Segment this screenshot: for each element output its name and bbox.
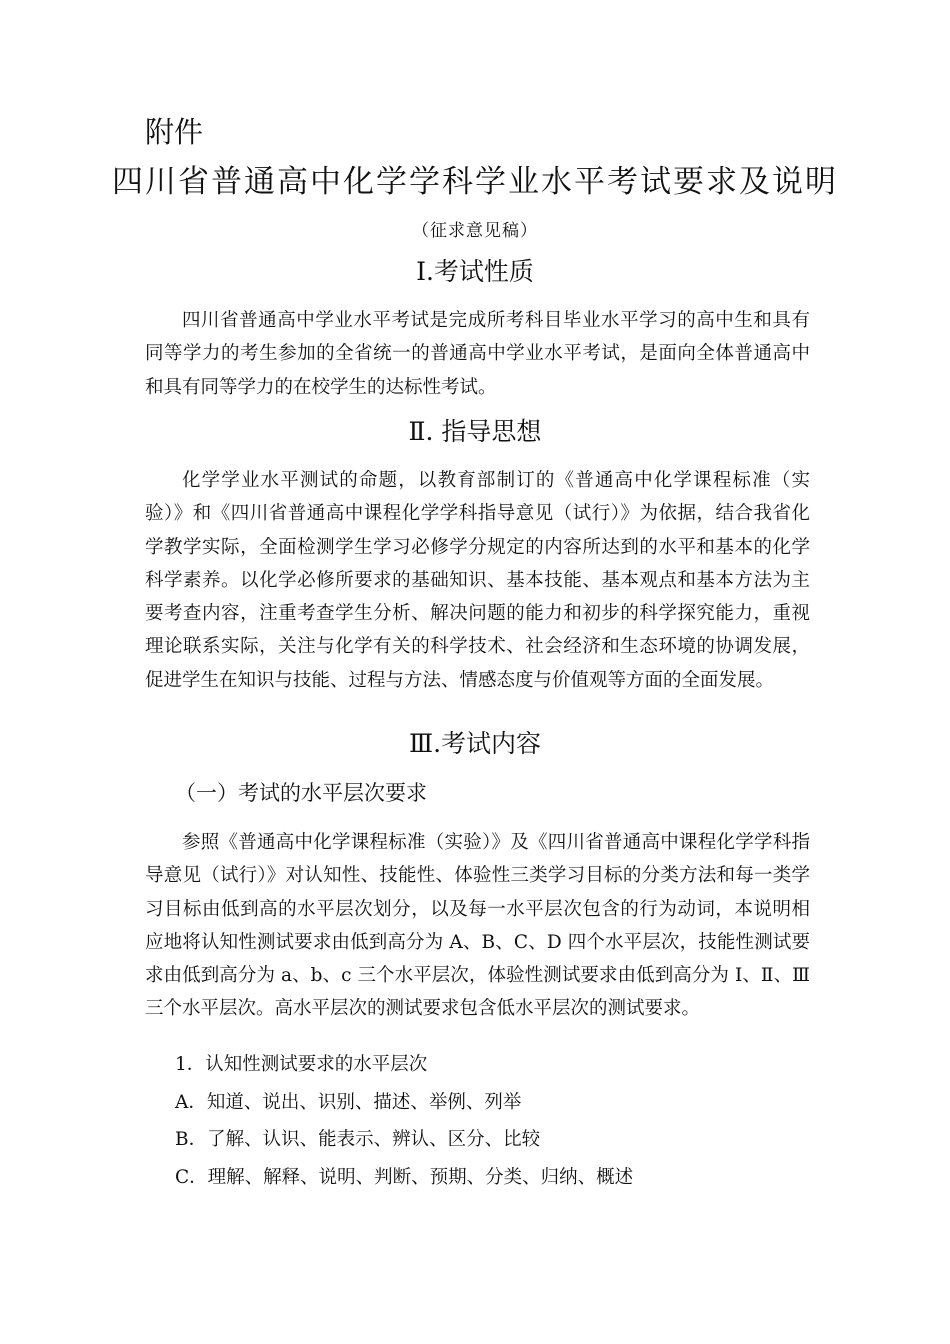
list-item: B．了解、认识、能表示、辨认、区分、比较: [175, 1129, 541, 1150]
section-1-paragraph: 四川省普通高中学业水平考试是完成所考科目毕业水平学习的高中生和具有同等学力的考生参加的全省统一的普通高中学业水平考试，是面向全体普通高中和具有同等学力的在校学生的达标性考试。: [145, 310, 810, 398]
section-1-heading: Ⅰ.考试性质: [416, 257, 534, 286]
list-item: 1．认知性测试要求的水平层次: [175, 1054, 428, 1075]
section-3-subheading: （一）考试的水平层次要求: [175, 781, 427, 805]
list-item: A．知道、说出、识别、描述、举例、列举: [175, 1092, 522, 1113]
section-2-heading: Ⅱ. 指导思想: [408, 417, 542, 446]
section-2-paragraph: 化学学业水平测试的命题，以教育部制订的《普通高中化学课程标准（实验）》和《四川省普通高中课程化学学科指导意见（试行）》为依据，结合我省化学教学实际，全面检测学生学习必修学分规定的内容所达到的水平和基本的化学科学素养。以化学必修所要求的基础知识、基本技能、基本观点和基本方法为主要考查内容，注重考查学生分析、解决问题的能力和初步的科学探究能力，重视理论联系实际，关注与化学有关的科学技术、社会经济和生态环境的协调发展，促进学生在知识与技能、过程与方法、情感态度与价值观等方面的全面发展。: [145, 470, 810, 691]
document-title: 四川省普通高中化学学科学业水平考试要求及说明: [112, 164, 838, 200]
attachment-label: 附件: [145, 115, 204, 149]
section-3-heading: Ⅲ.考试内容: [408, 729, 542, 758]
section-3-paragraph: 参照《普通高中化学课程标准（实验）》及《四川省普通高中课程化学学科指导意见（试行）》对认知性、技能性、体验性三类学习目标的分类方法和每一类学习目标由低到高的水平层次划分，以及每一水平层次包含的行为动词，本说明相应地将认知性测试要求由低到高分为 A、B、C、D 四个水平层次，技能性测试要求由低到高分为 a、b、c 三个水平层次，体验性测试要求由低到高分为 Ⅰ、Ⅱ、Ⅲ三个水平层次。高水平层次的测试要求包含低水平层次的测试要求。: [145, 832, 810, 1020]
document-subtitle: （征求意见稿）: [412, 221, 538, 241]
list-item: C．理解、解释、说明、判断、预期、分类、归纳、概述: [175, 1167, 634, 1188]
